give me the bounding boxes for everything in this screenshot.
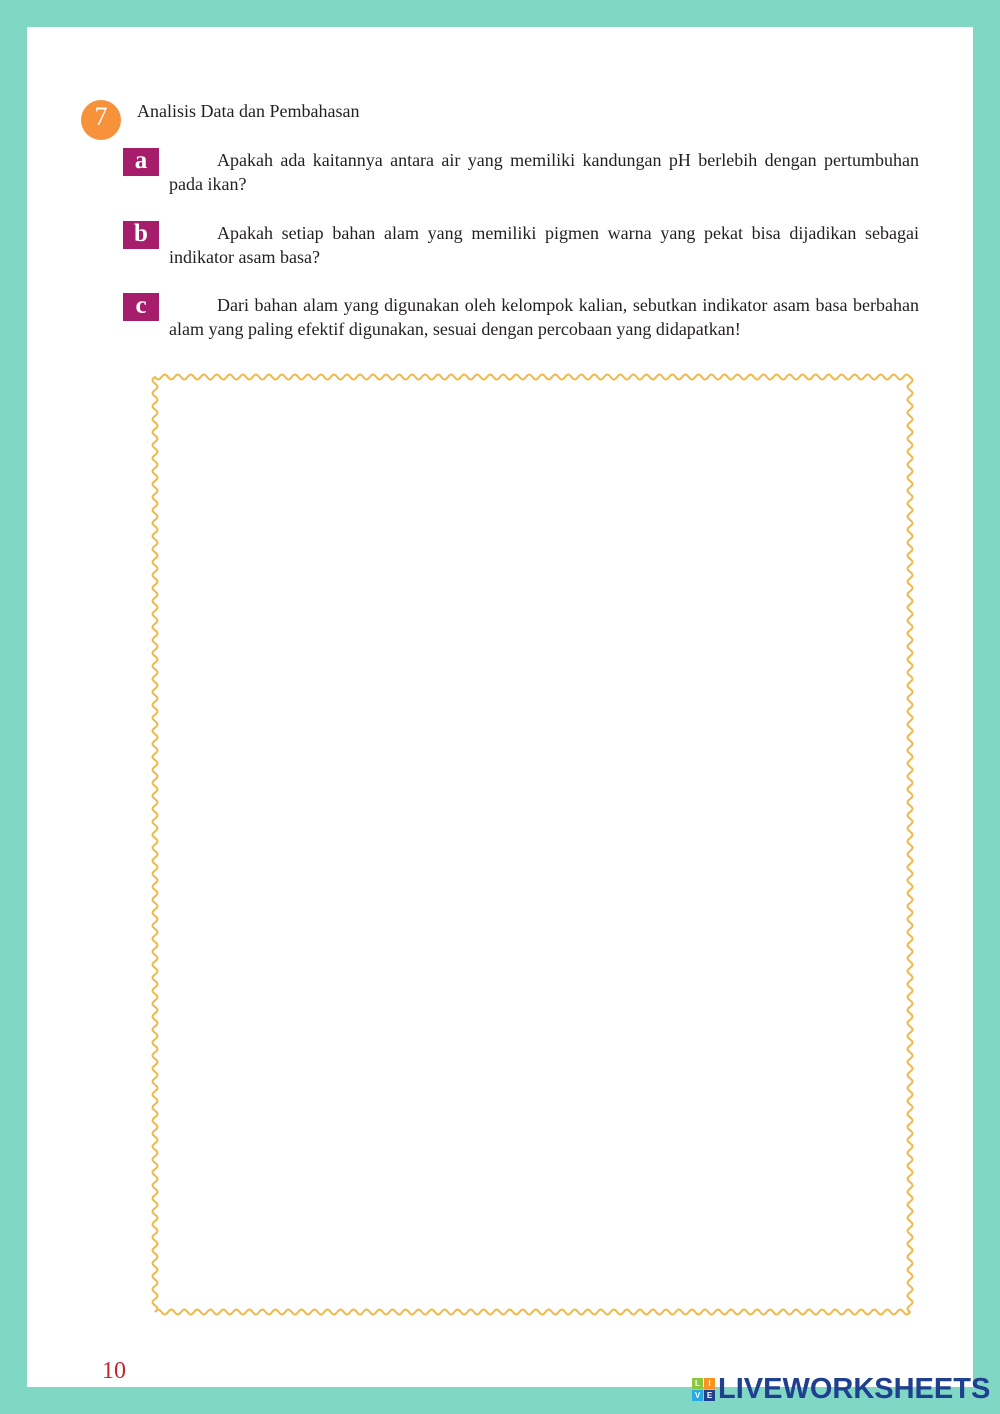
wavy-border — [153, 375, 913, 1315]
question-text: Dari bahan alam yang digunakan oleh kelompok kalian, sebutkan indikator asam basa berbahan alam yang paling efektif digunakan, sesuai dengan percobaan yang didapatkan! — [169, 295, 919, 339]
liveworksheets-logo — [692, 1373, 990, 1405]
section-title: Analisis Data dan Pembahasan — [137, 101, 360, 121]
question-letter-badge: c — [123, 293, 159, 321]
section-number-badge: 7 — [81, 100, 121, 140]
question-letter-badge: b — [123, 221, 159, 249]
page-number: 10 — [102, 1358, 126, 1384]
brand-name: LIVEWORKSHEETS — [718, 1372, 991, 1405]
brand-grid-icon: L I V E — [692, 1378, 715, 1401]
question-text: Apakah setiap bahan alam yang memiliki pigmen warna yang pekat bisa dijadikan sebagai indikator asam basa? — [169, 223, 919, 267]
answer-box[interactable] — [150, 372, 915, 1317]
question-text: Apakah ada kaitannya antara air yang memiliki kandungan pH berlebih dengan pertumbuhan pada ikan? — [169, 150, 919, 194]
question-letter-badge: a — [123, 148, 159, 176]
